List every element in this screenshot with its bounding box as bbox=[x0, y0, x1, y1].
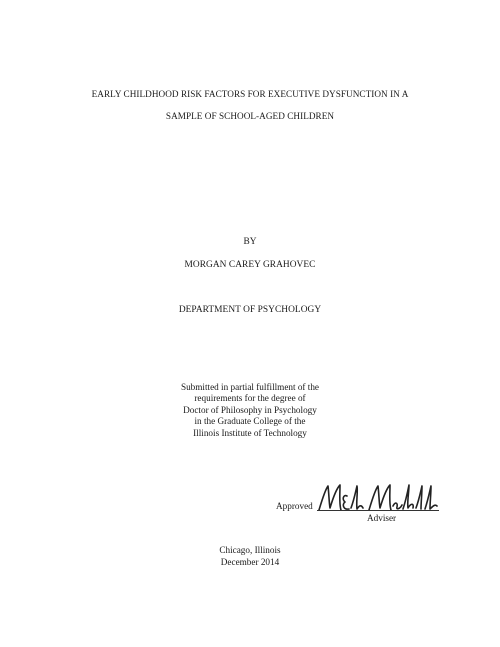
thesis-title-line-2: SAMPLE OF SCHOOL-AGED CHILDREN bbox=[165, 111, 335, 121]
adviser-label: Adviser bbox=[367, 513, 397, 523]
submission-date: December 2014 bbox=[220, 556, 280, 567]
submission-line: Doctor of Philosophy in Psychology bbox=[183, 404, 317, 415]
submission-line: requirements for the degree of bbox=[194, 393, 306, 404]
submission-line: in the Graduate College of the bbox=[194, 416, 306, 427]
department-name: DEPARTMENT OF PSYCHOLOGY bbox=[178, 305, 322, 315]
signature-line bbox=[317, 510, 439, 511]
submission-line: Illinois Institute of Technology bbox=[193, 427, 307, 438]
byline: BY bbox=[243, 237, 257, 247]
approval-block bbox=[276, 482, 446, 526]
location: Chicago, Illinois bbox=[219, 545, 281, 555]
submission-line: Submitted in partial fulfillment of the bbox=[180, 382, 320, 392]
submission-statement bbox=[0, 382, 500, 439]
place-and-date bbox=[0, 545, 500, 568]
author-name: MORGAN CAREY GRAHOVEC bbox=[184, 260, 316, 270]
thesis-title-line-1: EARLY CHILDHOOD RISK FACTORS FOR EXECUTIVE DYSFUNCTION IN A bbox=[91, 89, 409, 99]
approved-label: Approved bbox=[276, 501, 313, 511]
